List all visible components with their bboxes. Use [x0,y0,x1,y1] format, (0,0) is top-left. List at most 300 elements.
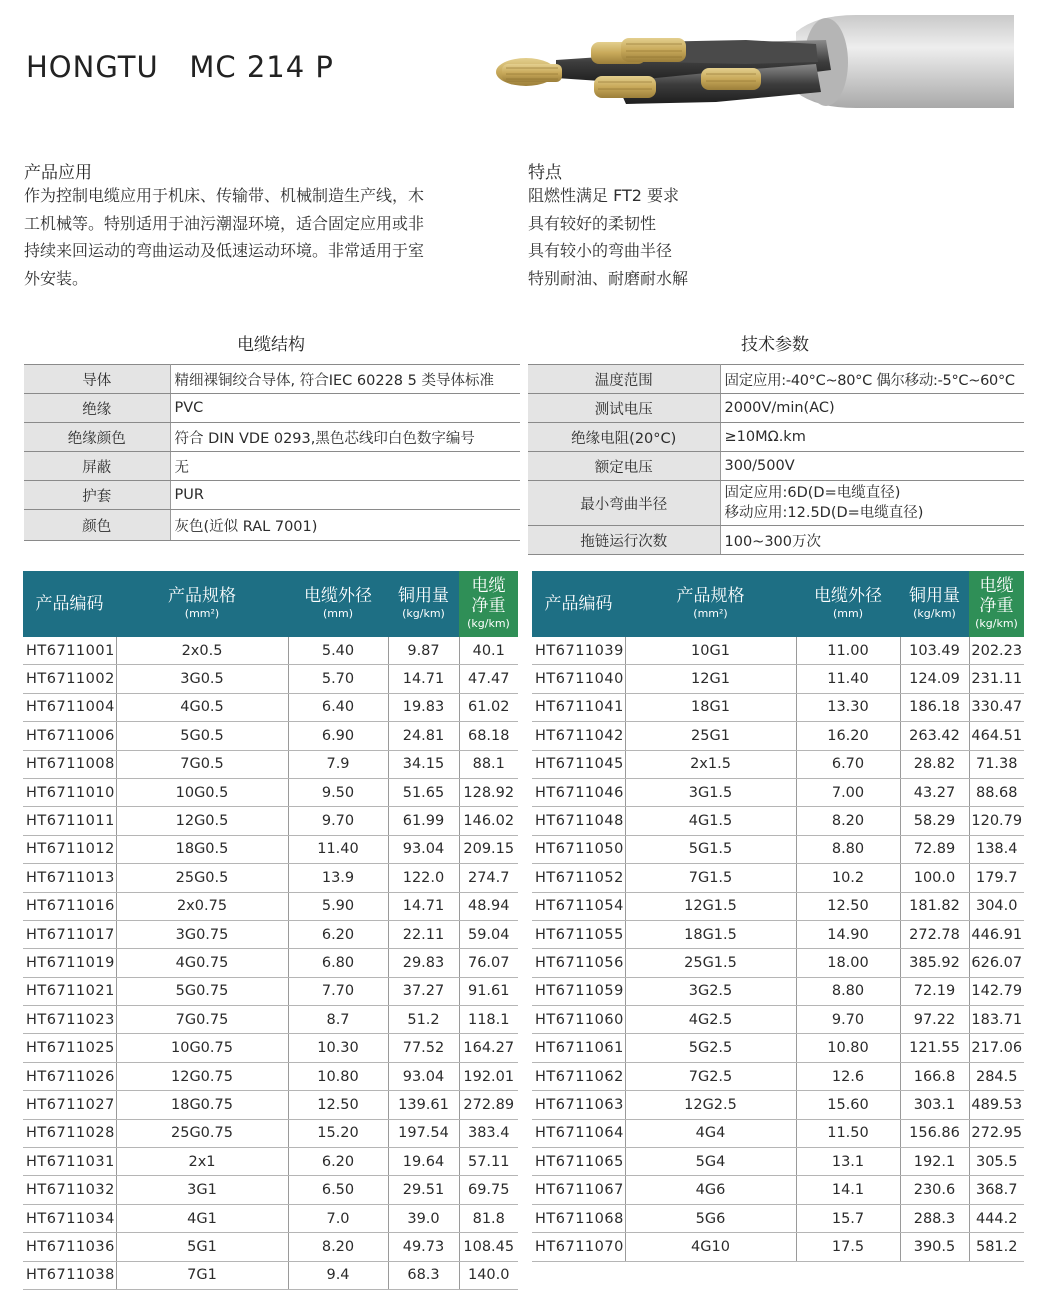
cell-spec: 12G0.5 [116,807,288,835]
cell-od: 5.40 [288,637,388,665]
table-row [532,722,1024,750]
structure-label: 绝缘 [24,394,170,423]
cell-cu: 51.2 [388,1006,459,1034]
cell-spec: 12G0.75 [116,1062,288,1090]
cell-code: HT6711028 [23,1119,116,1147]
col-weight: 电缆 净重 (kg/km) [969,571,1024,637]
cell-weight: 91.61 [459,977,518,1005]
cell-od: 6.50 [288,1176,388,1204]
table-row [532,637,1024,665]
cell-code: HT6711025 [23,1034,116,1062]
cell-spec: 25G0.5 [116,864,288,892]
application-line: 工机械等。特别适用于油污潮湿环境，适合固定应用或非 [24,213,425,233]
cell-spec: 5G2.5 [625,1034,796,1062]
table-row [23,1119,518,1147]
cell-code: HT6711063 [532,1091,625,1119]
cell-weight: 146.02 [459,807,518,835]
cell-weight: 59.04 [459,920,518,948]
table-row [532,1204,1024,1232]
cell-od: 17.5 [796,1233,900,1261]
cell-od: 9.4 [288,1261,388,1289]
table-row [528,423,1024,452]
table-row [532,1091,1024,1119]
cell-weight: 231.11 [969,665,1024,693]
tech-label: 绝缘电阻(20°C) [528,423,720,452]
cell-cu: 72.19 [900,977,969,1005]
cell-weight: 272.89 [459,1091,518,1119]
cell-cu: 122.0 [388,864,459,892]
cell-code: HT6711052 [532,864,625,892]
cell-code: HT6711010 [23,778,116,806]
cell-cu: 29.83 [388,949,459,977]
tech-value: ≥10MΩ.km [720,423,1024,452]
cell-od: 10.30 [288,1034,388,1062]
table-row [532,949,1024,977]
cell-cu: 124.09 [900,665,969,693]
table-row [532,977,1024,1005]
cell-cu: 93.04 [388,1062,459,1090]
cell-spec: 5G1 [116,1233,288,1261]
cell-code: HT6711008 [23,750,116,778]
table-row [23,722,518,750]
cell-weight: 47.47 [459,665,518,693]
table-row [528,481,1024,526]
table-row [532,1233,1024,1261]
tech-value: 100~300万次 [720,526,1024,555]
cell-od: 13.1 [796,1148,900,1176]
cell-spec: 10G0.75 [116,1034,288,1062]
tech-value-line: 固定应用:6D(D=电缆直径) [724,485,901,501]
col-cu: 铜用量 (kg/km) [388,571,459,637]
cell-weight: 120.79 [969,807,1024,835]
cell-cu: 51.65 [388,778,459,806]
product-title: HONGTU MC 214 P [26,50,334,84]
cell-code: HT6711070 [532,1233,625,1261]
col-cu: 铜用量 (kg/km) [900,571,969,637]
cell-weight: 383.4 [459,1119,518,1147]
cell-code: HT6711056 [532,949,625,977]
tech-value-line: 移动应用:12.5D(D=电缆直径) [724,505,924,521]
cell-weight: 108.45 [459,1233,518,1261]
cell-spec: 3G2.5 [625,977,796,1005]
table-row [528,394,1024,423]
cell-spec: 4G6 [625,1176,796,1204]
table-row [528,365,1024,394]
cell-cu: 390.5 [900,1233,969,1261]
table-row [528,452,1024,481]
table-row [532,864,1024,892]
cell-od: 10.2 [796,864,900,892]
structure-table [24,364,520,541]
cell-weight: 444.2 [969,1204,1024,1232]
tech-table [528,364,1024,555]
cell-od: 12.6 [796,1062,900,1090]
cell-weight: 304.0 [969,892,1024,920]
cell-cu: 288.3 [900,1204,969,1232]
cell-cu: 156.86 [900,1119,969,1147]
cell-weight: 88.68 [969,778,1024,806]
cell-spec: 18G1 [625,693,796,721]
cell-code: HT6711017 [23,920,116,948]
cell-cu: 37.27 [388,977,459,1005]
table-row [24,510,520,541]
table-row [23,637,518,665]
structure-value: PUR [170,481,520,510]
col-code: 产品编码 [532,571,625,637]
table-row [532,778,1024,806]
cell-od: 8.20 [288,1233,388,1261]
tech-label: 最小弯曲半径 [528,481,720,526]
cell-weight: 128.92 [459,778,518,806]
cell-spec: 4G1.5 [625,807,796,835]
cell-spec: 2x1.5 [625,750,796,778]
cell-od: 15.60 [796,1091,900,1119]
col-od: 电缆外径 (mm) [288,571,388,637]
table-row [532,1148,1024,1176]
structure-heading: 电缆结构 [237,335,305,355]
cell-weight: 48.94 [459,892,518,920]
tech-value [720,481,1024,526]
cell-weight: 164.27 [459,1034,518,1062]
cell-spec: 7G2.5 [625,1062,796,1090]
cell-code: HT6711027 [23,1091,116,1119]
cell-cu: 97.22 [900,1006,969,1034]
cell-spec: 18G0.75 [116,1091,288,1119]
cell-weight: 464.51 [969,722,1024,750]
structure-value: 符合 DIN VDE 0293,黑色芯线印白色数字编号 [170,423,520,452]
cell-spec: 4G1 [116,1204,288,1232]
cell-code: HT6711031 [23,1148,116,1176]
table-row [24,365,520,394]
table-row [23,1091,518,1119]
cell-weight: 272.95 [969,1119,1024,1147]
table-row [532,807,1024,835]
cell-code: HT6711061 [532,1034,625,1062]
cell-code: HT6711019 [23,949,116,977]
cell-spec: 3G1.5 [625,778,796,806]
cell-od: 10.80 [796,1034,900,1062]
cell-cu: 22.11 [388,920,459,948]
cell-code: HT6711036 [23,1233,116,1261]
cell-spec: 12G1 [625,665,796,693]
application-line: 持续来回运动的弯曲运动及低速运动环境。非常适用于室 [24,241,425,260]
cell-cu: 263.42 [900,722,969,750]
cell-weight: 284.5 [969,1062,1024,1090]
cell-od: 6.70 [796,750,900,778]
col-code: 产品编码 [23,571,116,637]
cell-cu: 34.15 [388,750,459,778]
table-row [23,1233,518,1261]
cell-od: 12.50 [796,892,900,920]
cell-spec: 3G1 [116,1176,288,1204]
cell-weight: 57.11 [459,1148,518,1176]
cell-cu: 14.71 [388,665,459,693]
cell-cu: 39.0 [388,1204,459,1232]
cell-spec: 4G0.75 [116,949,288,977]
col-spec: 产品规格 (mm²) [116,571,288,637]
cell-code: HT6711064 [532,1119,625,1147]
cell-weight: 626.07 [969,949,1024,977]
cell-code: HT6711002 [23,665,116,693]
cell-cu: 181.82 [900,892,969,920]
cell-code: HT6711045 [532,750,625,778]
table-row [23,1261,518,1289]
cell-od: 14.1 [796,1176,900,1204]
cell-cu: 28.82 [900,750,969,778]
table-row [23,1176,518,1204]
cell-od: 7.70 [288,977,388,1005]
cell-spec: 7G0.5 [116,750,288,778]
cell-cu: 93.04 [388,835,459,863]
cell-weight: 179.7 [969,864,1024,892]
cell-spec: 7G0.75 [116,1006,288,1034]
table-row [23,778,518,806]
cell-weight: 217.06 [969,1034,1024,1062]
cell-spec: 5G4 [625,1148,796,1176]
cell-od: 8.20 [796,807,900,835]
cell-od: 13.30 [796,693,900,721]
cell-weight: 68.18 [459,722,518,750]
cell-spec: 4G2.5 [625,1006,796,1034]
cell-cu: 166.8 [900,1062,969,1090]
cell-spec: 4G10 [625,1233,796,1261]
cell-spec: 18G1.5 [625,920,796,948]
cell-weight: 140.0 [459,1261,518,1289]
table-header-row [532,571,1024,637]
tech-label: 测试电压 [528,394,720,423]
cell-cu: 103.49 [900,637,969,665]
feature-item: 具有较小的弯曲半径 [528,241,673,260]
cell-spec: 5G6 [625,1204,796,1232]
cell-weight: 71.38 [969,750,1024,778]
cell-od: 11.40 [796,665,900,693]
cell-cu: 385.92 [900,949,969,977]
cell-od: 6.40 [288,693,388,721]
table-row [23,949,518,977]
cell-code: HT6711039 [532,637,625,665]
table-row [532,920,1024,948]
cell-spec: 25G0.75 [116,1119,288,1147]
application-heading: 产品应用 [24,163,92,183]
structure-label: 绝缘颜色 [24,423,170,452]
cell-cu: 49.73 [388,1233,459,1261]
cell-code: HT6711060 [532,1006,625,1034]
cell-weight: 183.71 [969,1006,1024,1034]
tech-value: 2000V/min(AC) [720,394,1024,423]
table-row [23,807,518,835]
cell-code: HT6711059 [532,977,625,1005]
cell-weight: 202.23 [969,637,1024,665]
cell-od: 13.9 [288,864,388,892]
table-row [532,750,1024,778]
cell-spec: 25G1.5 [625,949,796,977]
cell-od: 9.70 [796,1006,900,1034]
cell-spec: 3G0.75 [116,920,288,948]
cell-code: HT6711054 [532,892,625,920]
table-row [24,394,520,423]
cell-spec: 12G1.5 [625,892,796,920]
cell-code: HT6711011 [23,807,116,835]
table-row [528,526,1024,555]
cell-cu: 68.3 [388,1261,459,1289]
tech-value: 300/500V [720,452,1024,481]
cell-weight: 330.47 [969,693,1024,721]
cell-spec: 10G0.5 [116,778,288,806]
cell-code: HT6711026 [23,1062,116,1090]
cell-code: HT6711001 [23,637,116,665]
cell-od: 5.70 [288,665,388,693]
table-header-row [23,571,518,637]
cell-weight: 209.15 [459,835,518,863]
cell-od: 8.80 [796,835,900,863]
structure-label: 护套 [24,481,170,510]
cell-code: HT6711013 [23,864,116,892]
application-text [24,182,494,292]
structure-value: PVC [170,394,520,423]
cell-code: HT6711067 [532,1176,625,1204]
cell-code: HT6711065 [532,1148,625,1176]
table-row [23,892,518,920]
cell-od: 5.90 [288,892,388,920]
table-row [532,1119,1024,1147]
cell-spec: 25G1 [625,722,796,750]
cell-od: 6.90 [288,722,388,750]
col-weight: 电缆 净重 (kg/km) [459,571,518,637]
table-row [532,1034,1024,1062]
table-row [23,977,518,1005]
cell-weight: 581.2 [969,1233,1024,1261]
cell-spec: 7G1 [116,1261,288,1289]
cell-spec: 5G1.5 [625,835,796,863]
feature-item: 阻燃性满足 FT2 要求 [528,186,680,205]
cell-code: HT6711068 [532,1204,625,1232]
table-row [532,1062,1024,1090]
cell-od: 10.80 [288,1062,388,1090]
cell-od: 12.50 [288,1091,388,1119]
table-row [24,481,520,510]
cell-weight: 69.75 [459,1176,518,1204]
table-row [23,1062,518,1090]
cell-code: HT6711006 [23,722,116,750]
cell-weight: 76.07 [459,949,518,977]
tech-heading: 技术参数 [741,335,809,355]
table-row [532,835,1024,863]
cell-weight: 274.7 [459,864,518,892]
table-row [23,1204,518,1232]
tech-label: 额定电压 [528,452,720,481]
cell-weight: 489.53 [969,1091,1024,1119]
table-row [24,423,520,452]
structure-value: 无 [170,452,520,481]
cell-spec: 4G0.5 [116,693,288,721]
cell-cu: 100.0 [900,864,969,892]
cell-od: 15.7 [796,1204,900,1232]
cell-code: HT6711034 [23,1204,116,1232]
cell-weight: 142.79 [969,977,1024,1005]
cell-cu: 121.55 [900,1034,969,1062]
cell-code: HT6711012 [23,835,116,863]
cell-weight: 81.8 [459,1204,518,1232]
cell-od: 8.7 [288,1006,388,1034]
cell-spec: 10G1 [625,637,796,665]
col-od: 电缆外径 (mm) [796,571,900,637]
table-row [23,920,518,948]
cell-weight: 368.7 [969,1176,1024,1204]
structure-label: 屏蔽 [24,452,170,481]
table-row [532,693,1024,721]
cell-weight: 61.02 [459,693,518,721]
cell-cu: 72.89 [900,835,969,863]
cell-code: HT6711046 [532,778,625,806]
cell-cu: 24.81 [388,722,459,750]
features-list [528,182,1028,292]
tech-value: 固定应用:-40°C~80°C 偶尔移动:-5°C~60°C [720,365,1024,394]
cell-code: HT6711016 [23,892,116,920]
cable-image [496,12,1020,112]
table-row [23,1148,518,1176]
cell-cu: 9.87 [388,637,459,665]
structure-label: 颜色 [24,510,170,541]
cell-code: HT6711041 [532,693,625,721]
cell-weight: 192.01 [459,1062,518,1090]
cell-code: HT6711042 [532,722,625,750]
cell-weight: 446.91 [969,920,1024,948]
cell-cu: 58.29 [900,807,969,835]
cell-code: HT6711050 [532,835,625,863]
cell-cu: 139.61 [388,1091,459,1119]
cell-cu: 19.64 [388,1148,459,1176]
cell-cu: 303.1 [900,1091,969,1119]
cell-code: HT6711004 [23,693,116,721]
cell-od: 7.00 [796,778,900,806]
cell-cu: 192.1 [900,1148,969,1176]
tech-label: 温度范围 [528,365,720,394]
table-row [532,665,1024,693]
cell-cu: 230.6 [900,1176,969,1204]
cell-cu: 61.99 [388,807,459,835]
table-row [23,693,518,721]
cell-od: 18.00 [796,949,900,977]
cell-od: 6.80 [288,949,388,977]
cell-weight: 305.5 [969,1148,1024,1176]
cell-od: 7.0 [288,1204,388,1232]
table-row [23,750,518,778]
cell-weight: 88.1 [459,750,518,778]
cell-spec: 5G0.75 [116,977,288,1005]
application-line: 外安装。 [24,268,89,288]
cell-od: 15.20 [288,1119,388,1147]
structure-value: 灰色(近似 RAL 7001) [170,510,520,541]
cell-spec: 2x1 [116,1148,288,1176]
table-row [23,864,518,892]
feature-item: 具有较好的柔韧性 [528,213,657,233]
cell-od: 14.90 [796,920,900,948]
cell-cu: 186.18 [900,693,969,721]
product-table-right [532,571,1024,1262]
table-row [532,1006,1024,1034]
cell-od: 11.50 [796,1119,900,1147]
cell-code: HT6711040 [532,665,625,693]
cell-cu: 77.52 [388,1034,459,1062]
cell-spec: 18G0.5 [116,835,288,863]
cell-weight: 138.4 [969,835,1024,863]
cell-spec: 2x0.5 [116,637,288,665]
cell-code: HT6711032 [23,1176,116,1204]
cell-spec: 12G2.5 [625,1091,796,1119]
cell-code: HT6711021 [23,977,116,1005]
features-heading: 特点 [528,163,562,183]
cell-od: 6.20 [288,1148,388,1176]
